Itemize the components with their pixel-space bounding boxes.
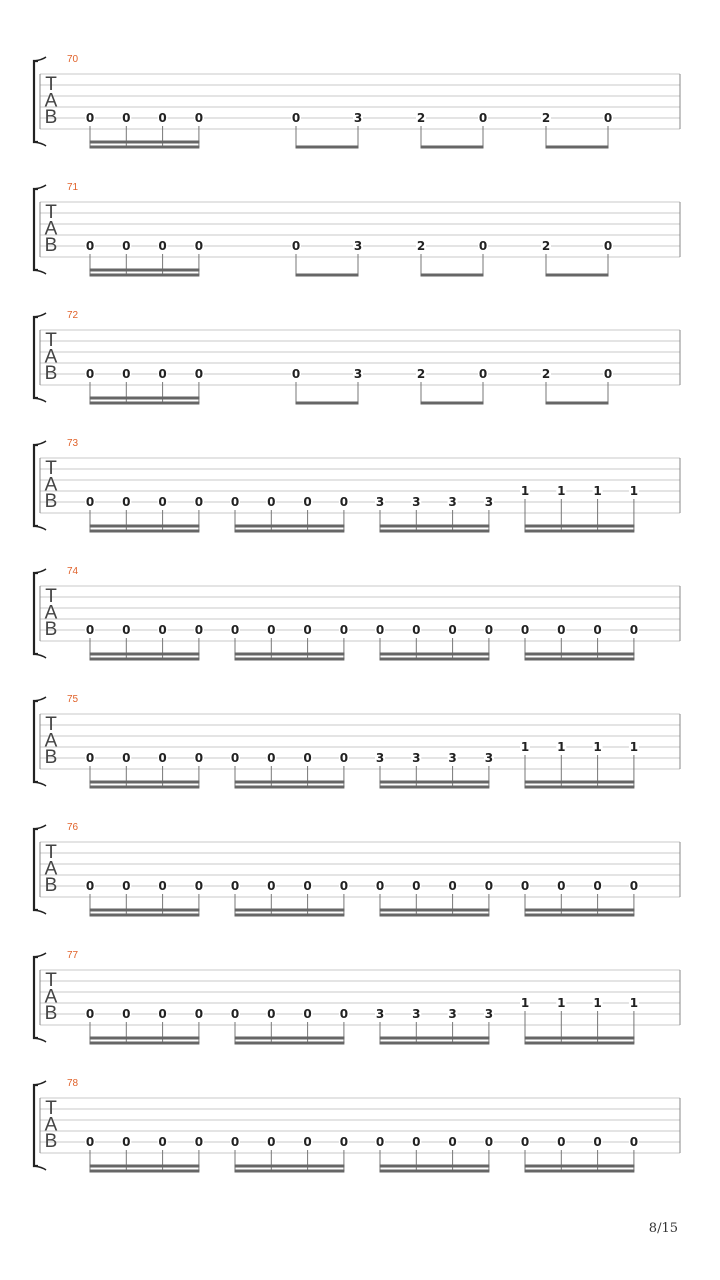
- tab-clef-letter: B: [44, 363, 58, 384]
- system-bracket: [34, 1085, 38, 1166]
- fret-number: 0: [230, 495, 240, 509]
- tab-system: [34, 822, 680, 917]
- fret-number: 0: [267, 1007, 276, 1021]
- fret-number: 2: [416, 367, 426, 381]
- fret-number: 0: [339, 1135, 349, 1149]
- fret-number: 0: [375, 879, 385, 893]
- system-bracket: [34, 445, 38, 526]
- beam: [90, 402, 200, 405]
- fret-number: 3: [448, 1007, 457, 1021]
- fret-number: 0: [291, 239, 301, 253]
- tab-clef-letter: T: [45, 458, 57, 479]
- beam: [235, 914, 345, 917]
- beam: [296, 274, 359, 277]
- bracket-hook-bottom: [34, 910, 46, 914]
- beam: [421, 402, 484, 405]
- fret-number: 0: [158, 751, 167, 765]
- fret-number: 3: [484, 751, 494, 765]
- fret-number: 0: [448, 623, 457, 637]
- beam: [235, 1042, 345, 1045]
- tab-clef-letter: B: [44, 107, 58, 128]
- fret-number: 1: [520, 484, 530, 498]
- fret-number: 1: [629, 996, 639, 1010]
- tab-clef-letter: B: [44, 235, 58, 256]
- fret-number: 0: [603, 111, 613, 125]
- fret-number: 0: [339, 879, 349, 893]
- bracket-hook-bottom: [34, 526, 46, 530]
- fret-number: 0: [303, 623, 312, 637]
- fret-number: 0: [194, 1007, 204, 1021]
- fret-number: 1: [520, 996, 530, 1010]
- beam: [296, 146, 359, 149]
- beam: [380, 909, 490, 912]
- fret-number: 0: [267, 623, 276, 637]
- fret-number: 0: [158, 1135, 167, 1149]
- fret-number: 0: [267, 879, 276, 893]
- fret-number: 0: [85, 239, 95, 253]
- fret-number: 2: [416, 111, 426, 125]
- fret-number: 0: [339, 495, 349, 509]
- measure-number: 78: [67, 1078, 79, 1089]
- beam: [525, 1037, 635, 1040]
- beam: [90, 397, 200, 400]
- fret-number: 0: [339, 1007, 349, 1021]
- fret-number: 0: [593, 1135, 602, 1149]
- fret-number: 0: [375, 623, 385, 637]
- fret-number: 0: [230, 879, 240, 893]
- beam: [525, 786, 635, 789]
- beam: [380, 914, 490, 917]
- bracket-hook-top: [34, 569, 46, 573]
- beam: [380, 1165, 490, 1168]
- fret-number: 0: [557, 623, 566, 637]
- beam: [235, 909, 345, 912]
- fret-number: 0: [448, 1135, 457, 1149]
- fret-number: 2: [541, 111, 551, 125]
- fret-number: 3: [484, 1007, 494, 1021]
- tab-clef-letter: A: [44, 858, 58, 880]
- fret-number: 0: [267, 495, 276, 509]
- tab-clef-letter: B: [44, 875, 58, 896]
- beam: [380, 1037, 490, 1040]
- measure-number: 73: [67, 438, 79, 449]
- fret-number: 2: [541, 367, 551, 381]
- bracket-hook-top: [34, 313, 46, 317]
- fret-number: 0: [158, 495, 167, 509]
- fret-number: 0: [158, 623, 167, 637]
- beam: [90, 1042, 200, 1045]
- system-bracket: [34, 957, 38, 1038]
- bracket-hook-top: [34, 1081, 46, 1085]
- fret-number: 0: [122, 111, 131, 125]
- bracket-hook-bottom: [34, 1166, 46, 1170]
- beam: [380, 653, 490, 656]
- fret-number: 0: [158, 1007, 167, 1021]
- beam: [235, 1037, 345, 1040]
- fret-number: 0: [85, 751, 95, 765]
- beam: [546, 274, 609, 277]
- fret-number: 0: [557, 879, 566, 893]
- tab-clef-letter: T: [45, 714, 57, 735]
- fret-number: 0: [85, 1135, 95, 1149]
- beam: [380, 525, 490, 528]
- tab-system: [34, 54, 680, 149]
- fret-number: 1: [593, 996, 602, 1010]
- tab-clef-letter: T: [45, 970, 57, 991]
- measure-number: 71: [67, 182, 79, 193]
- fret-number: 2: [541, 239, 551, 253]
- fret-number: 0: [478, 367, 488, 381]
- system-bracket: [34, 573, 38, 654]
- fret-number: 0: [158, 879, 167, 893]
- fret-number: 0: [194, 623, 204, 637]
- tab-system: [34, 1078, 680, 1173]
- bracket-hook-top: [34, 185, 46, 189]
- fret-number: 0: [194, 367, 204, 381]
- fret-number: 0: [122, 239, 131, 253]
- fret-number: 0: [478, 111, 488, 125]
- fret-number: 0: [122, 1007, 131, 1021]
- tab-clef-letter: B: [44, 747, 58, 768]
- system-bracket: [34, 189, 38, 270]
- beam: [90, 530, 200, 533]
- system-bracket: [34, 317, 38, 398]
- beam: [235, 786, 345, 789]
- fret-number: 0: [520, 623, 530, 637]
- fret-number: 0: [520, 879, 530, 893]
- fret-number: 0: [593, 879, 602, 893]
- beam: [90, 1037, 200, 1040]
- fret-number: 0: [629, 879, 639, 893]
- system-bracket: [34, 61, 38, 142]
- fret-number: 0: [484, 1135, 494, 1149]
- fret-number: 1: [557, 740, 566, 754]
- beam: [90, 525, 200, 528]
- measure-number: 74: [67, 566, 79, 577]
- fret-number: 3: [375, 751, 385, 765]
- beam: [235, 525, 345, 528]
- bracket-hook-bottom: [34, 1038, 46, 1042]
- beam: [525, 653, 635, 656]
- page-number: 8/15: [648, 1221, 678, 1236]
- bracket-hook-top: [34, 57, 46, 61]
- beam: [525, 525, 635, 528]
- fret-number: 0: [593, 623, 602, 637]
- tab-clef-letter: A: [44, 986, 58, 1008]
- fret-number: 0: [303, 495, 312, 509]
- fret-number: 0: [85, 495, 95, 509]
- beam: [90, 269, 200, 272]
- beam: [525, 909, 635, 912]
- beam: [525, 658, 635, 661]
- fret-number: 2: [416, 239, 426, 253]
- bracket-hook-top: [34, 825, 46, 829]
- beam: [421, 274, 484, 277]
- fret-number: 0: [478, 239, 488, 253]
- tab-clef-letter: A: [44, 730, 58, 752]
- bracket-hook-top: [34, 441, 46, 445]
- beam: [90, 781, 200, 784]
- fret-number: 0: [448, 879, 457, 893]
- fret-number: 0: [122, 1135, 131, 1149]
- beam: [90, 914, 200, 917]
- beam: [235, 530, 345, 533]
- beam: [90, 909, 200, 912]
- fret-number: 0: [629, 623, 639, 637]
- tab-clef-letter: A: [44, 1114, 58, 1136]
- tab-clef-letter: A: [44, 90, 58, 112]
- tab-clef-letter: B: [44, 1131, 58, 1152]
- beam: [90, 274, 200, 277]
- beam: [90, 786, 200, 789]
- tab-system: [34, 566, 680, 661]
- bracket-hook-top: [34, 953, 46, 957]
- beam: [380, 658, 490, 661]
- fret-number: 0: [85, 367, 95, 381]
- fret-number: 0: [375, 1135, 385, 1149]
- tab-clef-letter: A: [44, 218, 58, 240]
- fret-number: 0: [267, 1135, 276, 1149]
- tab-clef-letter: A: [44, 602, 58, 624]
- fret-number: 3: [375, 1007, 385, 1021]
- fret-number: 0: [85, 111, 95, 125]
- beam: [380, 1170, 490, 1173]
- fret-number: 0: [603, 239, 613, 253]
- beam: [525, 914, 635, 917]
- fret-number: 0: [230, 1007, 240, 1021]
- fret-number: 3: [448, 495, 457, 509]
- fret-number: 0: [122, 495, 131, 509]
- tab-clef-letter: B: [44, 619, 58, 640]
- fret-number: 0: [194, 495, 204, 509]
- fret-number: 0: [230, 623, 240, 637]
- fret-number: 1: [557, 484, 566, 498]
- fret-number: 0: [303, 1135, 312, 1149]
- fret-number: 0: [267, 751, 276, 765]
- measure-number: 75: [67, 694, 79, 705]
- fret-number: 0: [484, 879, 494, 893]
- tab-clef-letter: A: [44, 474, 58, 496]
- tab-clef-letter: T: [45, 1098, 57, 1119]
- fret-number: 3: [412, 751, 421, 765]
- beam: [235, 1170, 345, 1173]
- beam: [90, 1170, 200, 1173]
- system-bracket: [34, 829, 38, 910]
- fret-number: 0: [484, 623, 494, 637]
- fret-number: 3: [448, 751, 457, 765]
- fret-number: 1: [629, 740, 639, 754]
- beam: [380, 781, 490, 784]
- tab-clef-letter: B: [44, 1003, 58, 1024]
- bracket-hook-top: [34, 697, 46, 701]
- measure-number: 76: [67, 822, 79, 833]
- tab-clef-letter: T: [45, 842, 57, 863]
- tab-clef-letter: T: [45, 202, 57, 223]
- beam: [235, 653, 345, 656]
- fret-number: 0: [122, 367, 131, 381]
- fret-number: 3: [412, 495, 421, 509]
- fret-number: 3: [484, 495, 494, 509]
- tab-clef-letter: B: [44, 491, 58, 512]
- beam: [90, 658, 200, 661]
- bracket-hook-bottom: [34, 398, 46, 402]
- fret-number: 0: [520, 1135, 530, 1149]
- fret-number: 0: [412, 879, 421, 893]
- tab-clef-letter: A: [44, 346, 58, 368]
- beam: [380, 530, 490, 533]
- fret-number: 0: [194, 111, 204, 125]
- fret-number: 3: [353, 367, 363, 381]
- fret-number: 0: [85, 623, 95, 637]
- fret-number: 0: [194, 1135, 204, 1149]
- beam: [380, 1042, 490, 1045]
- fret-number: 3: [353, 111, 363, 125]
- measure-number: 70: [67, 54, 79, 65]
- fret-number: 0: [194, 879, 204, 893]
- fret-number: 3: [353, 239, 363, 253]
- bracket-hook-bottom: [34, 782, 46, 786]
- fret-number: 0: [194, 751, 204, 765]
- fret-number: 1: [557, 996, 566, 1010]
- fret-number: 0: [412, 623, 421, 637]
- beam: [525, 1165, 635, 1168]
- beam: [525, 1042, 635, 1045]
- beam: [421, 146, 484, 149]
- beam: [525, 1170, 635, 1173]
- beam: [296, 402, 359, 405]
- beam: [525, 530, 635, 533]
- beam: [235, 658, 345, 661]
- fret-number: 0: [412, 1135, 421, 1149]
- tab-clef-letter: T: [45, 586, 57, 607]
- beam: [546, 402, 609, 405]
- fret-number: 0: [291, 111, 301, 125]
- bracket-hook-bottom: [34, 270, 46, 274]
- beam: [525, 781, 635, 784]
- fret-number: 1: [593, 484, 602, 498]
- fret-number: 0: [158, 239, 167, 253]
- fret-number: 0: [230, 1135, 240, 1149]
- fret-number: 3: [412, 1007, 421, 1021]
- tab-system: [34, 438, 680, 533]
- fret-number: 0: [158, 367, 167, 381]
- bracket-hook-bottom: [34, 142, 46, 146]
- tab-system: [34, 182, 680, 277]
- measure-number: 72: [67, 310, 79, 321]
- fret-number: 0: [303, 751, 312, 765]
- tab-system: [34, 950, 680, 1045]
- fret-number: 0: [85, 879, 95, 893]
- beam: [235, 1165, 345, 1168]
- fret-number: 1: [629, 484, 639, 498]
- fret-number: 0: [291, 367, 301, 381]
- fret-number: 0: [339, 751, 349, 765]
- tab-clef-letter: T: [45, 74, 57, 95]
- beam: [380, 786, 490, 789]
- tab-clef-letter: T: [45, 330, 57, 351]
- beam: [90, 653, 200, 656]
- beam: [546, 146, 609, 149]
- fret-number: 0: [122, 879, 131, 893]
- fret-number: 0: [194, 239, 204, 253]
- system-bracket: [34, 701, 38, 782]
- fret-number: 0: [230, 751, 240, 765]
- fret-number: 0: [339, 623, 349, 637]
- fret-number: 0: [629, 1135, 639, 1149]
- tab-system: [34, 694, 680, 789]
- beam: [90, 1165, 200, 1168]
- fret-number: 3: [375, 495, 385, 509]
- fret-number: 0: [557, 1135, 566, 1149]
- beam: [235, 781, 345, 784]
- fret-number: 0: [303, 1007, 312, 1021]
- fret-number: 1: [593, 740, 602, 754]
- fret-number: 0: [303, 879, 312, 893]
- measure-number: 77: [67, 950, 79, 961]
- beam: [90, 146, 200, 149]
- tab-system: [34, 310, 680, 405]
- fret-number: 1: [520, 740, 530, 754]
- bracket-hook-bottom: [34, 654, 46, 658]
- beam: [90, 141, 200, 144]
- fret-number: 0: [85, 1007, 95, 1021]
- fret-number: 0: [122, 623, 131, 637]
- fret-number: 0: [158, 111, 167, 125]
- fret-number: 0: [603, 367, 613, 381]
- fret-number: 0: [122, 751, 131, 765]
